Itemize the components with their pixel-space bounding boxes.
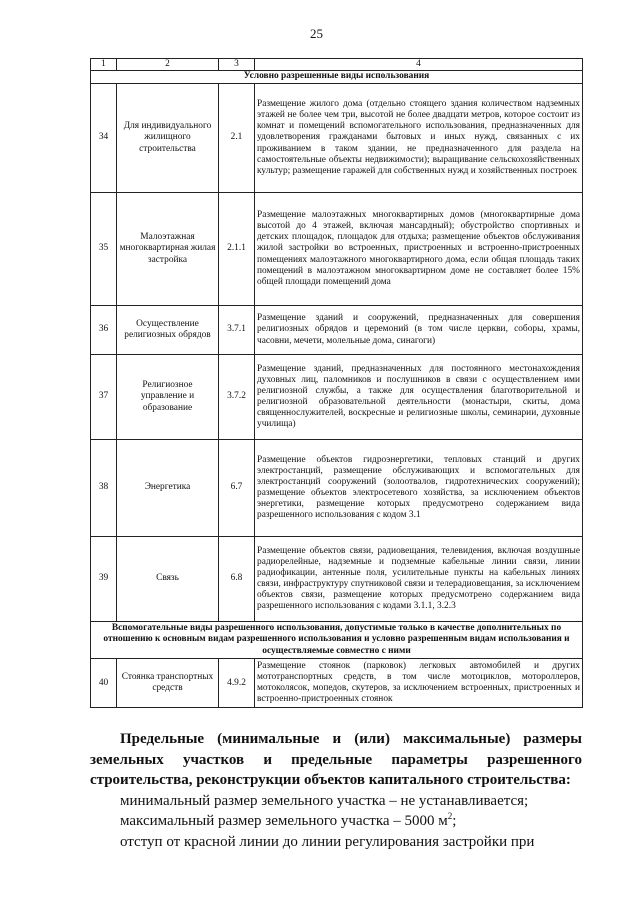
body-text bbox=[90, 729, 582, 852]
column-number-4: 4 bbox=[255, 59, 583, 71]
use-type-description: Размещение зданий и сооружений, предназначенных для совершения религиозных обрядов и церемоний (в том числе церкви, соборы, храмы, часовни, мечети, молельные дома, синагоги) bbox=[255, 306, 583, 355]
column-number-1: 1 bbox=[91, 59, 117, 71]
use-type-name: Религиозное управление и образование bbox=[117, 355, 219, 440]
setback-paragraph bbox=[90, 832, 582, 853]
max-size-paragraph bbox=[90, 811, 582, 832]
land-use-table bbox=[90, 58, 583, 708]
use-type-name: Энергетика bbox=[117, 440, 219, 537]
use-type-name: Малоэтажная многоквартирная жилая застройка bbox=[117, 193, 219, 306]
section-row-conditional bbox=[91, 71, 583, 84]
table-row bbox=[91, 355, 583, 440]
section-row-auxiliary bbox=[91, 622, 583, 659]
table-header-row bbox=[91, 59, 583, 71]
use-type-code: 3.7.1 bbox=[219, 306, 255, 355]
setback-text: отступ от красной линии до линии регулирования застройки при bbox=[120, 833, 535, 850]
use-type-code: 6.8 bbox=[219, 537, 255, 622]
table-row bbox=[91, 306, 583, 355]
table-row bbox=[91, 84, 583, 193]
use-type-code: 4.9.2 bbox=[219, 659, 255, 708]
row-number: 39 bbox=[91, 537, 117, 622]
section-title-conditional: Условно разрешенные виды использования bbox=[91, 71, 583, 84]
section-title-auxiliary: Вспомогательные виды разрешенного использования, допустимые только в качестве дополнительных по отношению к основным видам разрешенного использования и условно разрешенным видам использования и осуществляемые совместно с ними bbox=[91, 622, 583, 659]
use-type-name: Связь bbox=[117, 537, 219, 622]
row-number: 35 bbox=[91, 193, 117, 306]
table-row bbox=[91, 440, 583, 537]
max-size-end: ; bbox=[452, 813, 457, 829]
use-type-name: Осуществление религиозных обрядов bbox=[117, 306, 219, 355]
use-type-description: Размещение малоэтажных многоквартирных домов (многоквартирные дома высотой до 4 этажей, включая мансардный); обустройство спортивных и детских площадок, площадок для отдыха; размещение объектов обслуживания жилой застройки во встроенных, пристроенных и встроенно-пристроенных помещениях малоэтажного многоквартирного дома, если общая площадь таких помещений в малоэтажном многоквартирном доме не составляет более 15% общей площади помещений дома bbox=[255, 193, 583, 306]
use-type-name: Стоянка транспортных средств bbox=[117, 659, 219, 708]
use-type-code: 2.1.1 bbox=[219, 193, 255, 306]
section-heading: Предельные (минимальные и (или) максимальные) размеры земельных участков и предельные параметры разрешенного строительства, реконструкции объектов капитального строительства: bbox=[90, 731, 582, 788]
min-size-text: минимальный размер земельного участка – не устанавливается; bbox=[120, 792, 529, 809]
use-type-code: 2.1 bbox=[219, 84, 255, 193]
use-type-description: Размещение стоянок (парковок) легковых автомобилей и других мототранспортных средств, в том числе мотоциклов, мотороллеров, мотоколясок, мопедов, скутеров, за исключением встроенных, пристроенных и встроенно-пристроенных стоянок bbox=[255, 659, 583, 708]
row-number: 34 bbox=[91, 84, 117, 193]
table-row bbox=[91, 659, 583, 708]
use-type-description: Размещение объектов связи, радиовещания, телевидения, включая воздушные радиорелейные, надземные и подземные кабельные линии связи, линии радиофикации, антенные поля, усилительные пункты на кабельных линиях связи, инфраструктуру спутниковой связи и телерадиовещания, за исключением объектов связи, размещение которых предусмотрено содержанием вида разрешенного использования с кодами 3.1.1, 3.2.3 bbox=[255, 537, 583, 622]
table-row bbox=[91, 537, 583, 622]
use-type-code: 6.7 bbox=[219, 440, 255, 537]
page-number: 25 bbox=[310, 26, 323, 41]
use-type-description: Размещение объектов гидроэнергетики, тепловых станций и других электростанций, размещение обслуживающих и вспомогательных для электростанций сооружений (золоотвалов, гидротехнических сооружений); размещение объектов электросетевого хозяйства, за исключением объектов энергетики, размещение которых предусмотрено содержанием вида разрешенного использования с кодом 3.1 bbox=[255, 440, 583, 537]
use-type-code: 3.7.2 bbox=[219, 355, 255, 440]
max-size-text: максимальный размер земельного участка – 5000 м bbox=[120, 813, 448, 829]
row-number: 40 bbox=[91, 659, 117, 708]
use-type-description: Размещение зданий, предназначенных для постоянного местонахождения духовных лиц, паломников и послушников в связи с осуществлением ими религиозной службы, а также для осуществления благотворительной и религиозной образовательной деятельности (монастыри, скиты, дома священнослужителей, воскресные и религиозные школы, семинарии, духовные училища) bbox=[255, 355, 583, 440]
use-type-description: Размещение жилого дома (отдельно стоящего здания количеством надземных этажей не более чем три, высотой не более двадцати метров, которое состоит из комнат и помещений вспомогательного использования, предназначенных для удовлетворения гражданами бытовых и иных нужд, связанных с их проживанием в таком здании, не предназначенного для раздела на самостоятельные объекты недвижимости); выращивание сельскохозяйственных культур; размещение гаражей для собственных нужд и хозяйственных построек bbox=[255, 84, 583, 193]
row-number: 38 bbox=[91, 440, 117, 537]
min-size-paragraph bbox=[90, 791, 582, 812]
square-superscript: 2 bbox=[447, 811, 453, 821]
table-row bbox=[91, 193, 583, 306]
use-type-name: Для индивидуального жилищного строительства bbox=[117, 84, 219, 193]
column-number-3: 3 bbox=[219, 59, 255, 71]
row-number: 37 bbox=[91, 355, 117, 440]
column-number-2: 2 bbox=[117, 59, 219, 71]
row-number: 36 bbox=[91, 306, 117, 355]
